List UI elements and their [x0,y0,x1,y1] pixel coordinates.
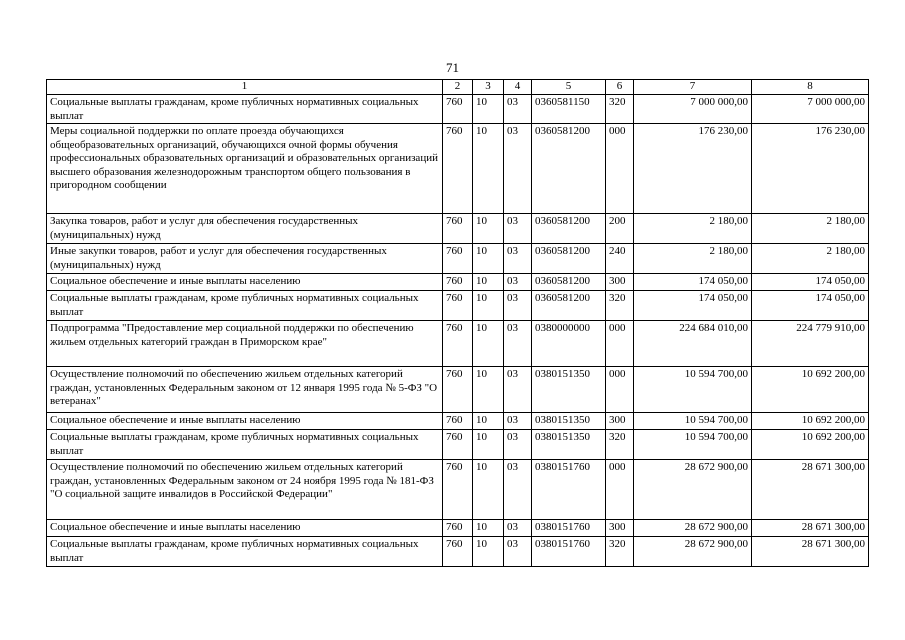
row-pr: 03 [504,367,532,413]
row-csr: 0380151350 [532,367,606,413]
row-sum-2024: 174 050,00 [634,274,752,291]
header-cell: 3 [473,80,504,95]
row-rz: 10 [473,244,504,274]
row-sum-2025: 176 230,00 [752,124,869,214]
row-csr: 0380000000 [532,321,606,367]
budget-table [46,79,869,567]
row-sum-2024: 28 672 900,00 [634,520,752,537]
row-sum-2024: 224 684 010,00 [634,321,752,367]
row-rz: 10 [473,430,504,460]
row-sum-2024: 10 594 700,00 [634,413,752,430]
row-pr: 03 [504,124,532,214]
row-name: Социальные выплаты гражданам, кроме публичных нормативных социальных выплат [47,537,443,567]
row-rz: 10 [473,124,504,214]
header-cell: 1 [47,80,443,95]
row-vr: 320 [606,95,634,124]
row-pr: 03 [504,321,532,367]
header-row [47,80,869,95]
row-csr: 0360581150 [532,95,606,124]
row-sum-2025: 174 050,00 [752,274,869,291]
row-vr: 000 [606,321,634,367]
row-rz: 10 [473,367,504,413]
header-cell: 6 [606,80,634,95]
row-rz: 10 [473,537,504,567]
row-pr: 03 [504,460,532,520]
row-sum-2024: 28 672 900,00 [634,537,752,567]
row-sum-2025: 28 671 300,00 [752,460,869,520]
row-pr: 03 [504,430,532,460]
row-pr: 03 [504,274,532,291]
row-name: Осуществление полномочий по обеспечению жильем отдельных категорий граждан, установленных Федеральным законом от 12 января 1995 года № 5-ФЗ "О ветеранах" [47,367,443,413]
row-gr: 760 [443,274,473,291]
row-gr: 760 [443,291,473,321]
row-csr: 0360581200 [532,214,606,244]
row-vr: 000 [606,367,634,413]
header-cell: 4 [504,80,532,95]
row-csr: 0380151760 [532,520,606,537]
row-csr: 0380151760 [532,537,606,567]
row-sum-2024: 10 594 700,00 [634,430,752,460]
row-vr: 000 [606,460,634,520]
row-vr: 300 [606,413,634,430]
table-row [47,413,869,430]
row-sum-2025: 28 671 300,00 [752,537,869,567]
header-cell: 2 [443,80,473,95]
page-number: 71 [446,60,459,75]
row-pr: 03 [504,520,532,537]
row-name: Социальные выплаты гражданам, кроме публичных нормативных социальных выплат [47,430,443,460]
row-name: Подпрограмма "Предоставление мер социальной поддержки по обеспечению жильем отдельных категорий граждан в Приморском крае" [47,321,443,367]
row-rz: 10 [473,520,504,537]
row-sum-2024: 176 230,00 [634,124,752,214]
row-pr: 03 [504,537,532,567]
table-row [47,430,869,460]
row-name: Закупка товаров, работ и услуг для обеспечения государственных (муниципальных) нужд [47,214,443,244]
row-vr: 300 [606,274,634,291]
row-pr: 03 [504,291,532,321]
row-name: Социальные выплаты гражданам, кроме публичных нормативных социальных выплат [47,95,443,124]
row-gr: 760 [443,321,473,367]
row-sum-2025: 7 000 000,00 [752,95,869,124]
table-row [47,244,869,274]
row-csr: 0380151350 [532,430,606,460]
table-row [47,367,869,413]
row-csr: 0360581200 [532,244,606,274]
row-gr: 760 [443,124,473,214]
table-row [47,321,869,367]
row-sum-2025: 224 779 910,00 [752,321,869,367]
row-sum-2025: 2 180,00 [752,214,869,244]
row-name: Социальные выплаты гражданам, кроме публичных нормативных социальных выплат [47,291,443,321]
row-gr: 760 [443,413,473,430]
table-row [47,537,869,567]
row-sum-2024: 7 000 000,00 [634,95,752,124]
row-name: Социальное обеспечение и иные выплаты населению [47,520,443,537]
table-row [47,124,869,214]
row-pr: 03 [504,413,532,430]
header-cell: 8 [752,80,869,95]
row-name: Осуществление полномочий по обеспечению жильем отдельных категорий граждан, установленных Федеральным законом от 24 ноября 1995 года № 181-ФЗ "О социальной защите инвалидов в Российской Федерации" [47,460,443,520]
row-pr: 03 [504,244,532,274]
row-vr: 320 [606,430,634,460]
row-gr: 760 [443,537,473,567]
row-name: Социальное обеспечение и иные выплаты населению [47,274,443,291]
row-csr: 0360581200 [532,274,606,291]
row-sum-2025: 10 692 200,00 [752,430,869,460]
row-vr: 300 [606,520,634,537]
row-rz: 10 [473,321,504,367]
row-sum-2025: 10 692 200,00 [752,367,869,413]
row-vr: 240 [606,244,634,274]
row-gr: 760 [443,367,473,413]
row-sum-2024: 2 180,00 [634,214,752,244]
header-cell: 7 [634,80,752,95]
row-gr: 760 [443,95,473,124]
table-row [47,291,869,321]
row-sum-2024: 2 180,00 [634,244,752,274]
row-name: Иные закупки товаров, работ и услуг для обеспечения государственных (муниципальных) нужд [47,244,443,274]
row-vr: 320 [606,291,634,321]
row-csr: 0380151760 [532,460,606,520]
row-sum-2024: 28 672 900,00 [634,460,752,520]
row-sum-2025: 28 671 300,00 [752,520,869,537]
row-rz: 10 [473,274,504,291]
row-sum-2025: 10 692 200,00 [752,413,869,430]
row-rz: 10 [473,214,504,244]
header-cell: 5 [532,80,606,95]
row-vr: 000 [606,124,634,214]
row-sum-2024: 10 594 700,00 [634,367,752,413]
table-body [47,95,869,567]
row-gr: 760 [443,520,473,537]
row-rz: 10 [473,460,504,520]
row-csr: 0360581200 [532,124,606,214]
table-row [47,274,869,291]
row-csr: 0360581200 [532,291,606,321]
row-rz: 10 [473,291,504,321]
row-gr: 760 [443,214,473,244]
row-rz: 10 [473,413,504,430]
row-pr: 03 [504,95,532,124]
table-row [47,95,869,124]
row-csr: 0380151350 [532,413,606,430]
row-name: Меры социальной поддержки по оплате проезда обучающихся общеобразовательных организаций, обучающихся очной формы обучения профессиональных образовательных организаций и образовательных организаций высшего образования железнодорожным транспортом общего пользования в пригородном сообщении [47,124,443,214]
row-sum-2025: 174 050,00 [752,291,869,321]
row-sum-2025: 2 180,00 [752,244,869,274]
row-gr: 760 [443,430,473,460]
row-sum-2024: 174 050,00 [634,291,752,321]
table-row [47,214,869,244]
row-vr: 200 [606,214,634,244]
table-header [47,80,869,95]
row-name: Социальное обеспечение и иные выплаты населению [47,413,443,430]
row-vr: 320 [606,537,634,567]
row-gr: 760 [443,460,473,520]
table-row [47,520,869,537]
table-row [47,460,869,520]
row-pr: 03 [504,214,532,244]
row-rz: 10 [473,95,504,124]
row-gr: 760 [443,244,473,274]
